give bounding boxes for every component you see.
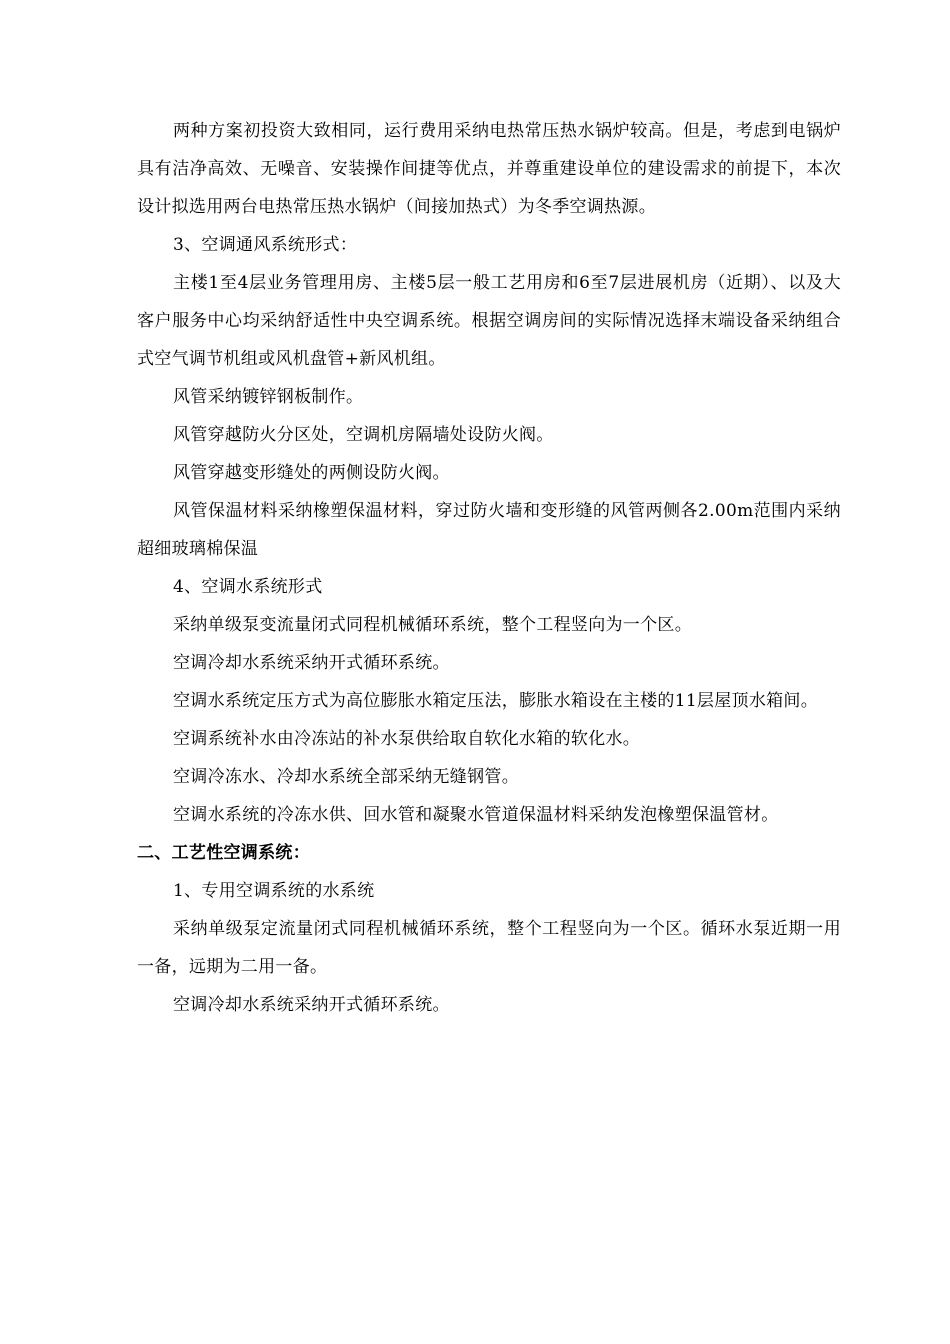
paragraph-pump-system: 采纳单级泵变流量闭式同程机械循环系统，整个工程竖向为一个区。: [173, 615, 692, 635]
subheading-ventilation-system: 3、空调通风系统形式：: [173, 235, 358, 255]
paragraph-open-cooling-system: 空调冷却水系统采纳开式循环系统。: [173, 995, 450, 1015]
section-heading-process-ac: 二、工艺性空调系统：: [137, 843, 310, 863]
paragraph-cooling-water: 空调冷却水系统采纳开式循环系统。: [173, 653, 450, 673]
document-body: [137, 112, 841, 1024]
paragraph-duct-material: 风管采纳镀锌钢板制作。: [173, 387, 364, 407]
paragraph-pipe-insulation: 空调水系统的冷冻水供、回水管和凝聚水管道保温材料采纳发泡橡塑保温管材。: [173, 805, 779, 825]
paragraph-steel-pipes: 空调冷冻水、冷却水系统全部采纳无缝钢管。: [173, 767, 519, 787]
paragraph-pressure-method: 空调水系统定压方式为高位膨胀水箱定压法，膨胀水箱设在主楼的11层屋顶水箱间。: [173, 691, 819, 711]
subheading-dedicated-water-system: 1、专用空调系统的水系统: [173, 881, 375, 901]
paragraph-duct-insulation: 风管保温材料采纳橡塑保温材料，穿过防火墙和变形缝的风管两侧各2.00m范围内采纳超细玻璃棉保温: [137, 501, 841, 559]
paragraph-central-ac: 主楼1至4层业务管理用房、主楼5层一般工艺用房和6至7层进展机房（近期）、以及大客户服务中心均采纳舒适性中央空调系统。根据空调房间的实际情况选择末端设备采纳组合式空气调节机组或风机盘管+新风机组。: [137, 273, 841, 369]
subheading-water-system: 4、空调水系统形式: [173, 577, 323, 597]
paragraph-heat-source: 两种方案初投资大致相同，运行费用采纳电热常压热水锅炉较高。但是，考虑到电锅炉具有洁净高效、无噪音、安装操作间捷等优点，并尊重建设单位的建设需求的前提下，本次设计拟选用两台电热常压热水锅炉（间接加热式）为冬季空调热源。: [137, 121, 841, 217]
paragraph-constant-flow-system: 采纳单级泵定流量闭式同程机械循环系统，整个工程竖向为一个区。循环水泵近期一用一备，远期为二用一备。: [137, 919, 841, 977]
paragraph-fire-damper-zones: 风管穿越防火分区处，空调机房隔墙处设防火阀。: [173, 425, 554, 445]
paragraph-makeup-water: 空调系统补水由冷冻站的补水泵供给取自软化水箱的软化水。: [173, 729, 641, 749]
paragraph-fire-damper-joints: 风管穿越变形缝处的两侧设防火阀。: [173, 463, 450, 483]
